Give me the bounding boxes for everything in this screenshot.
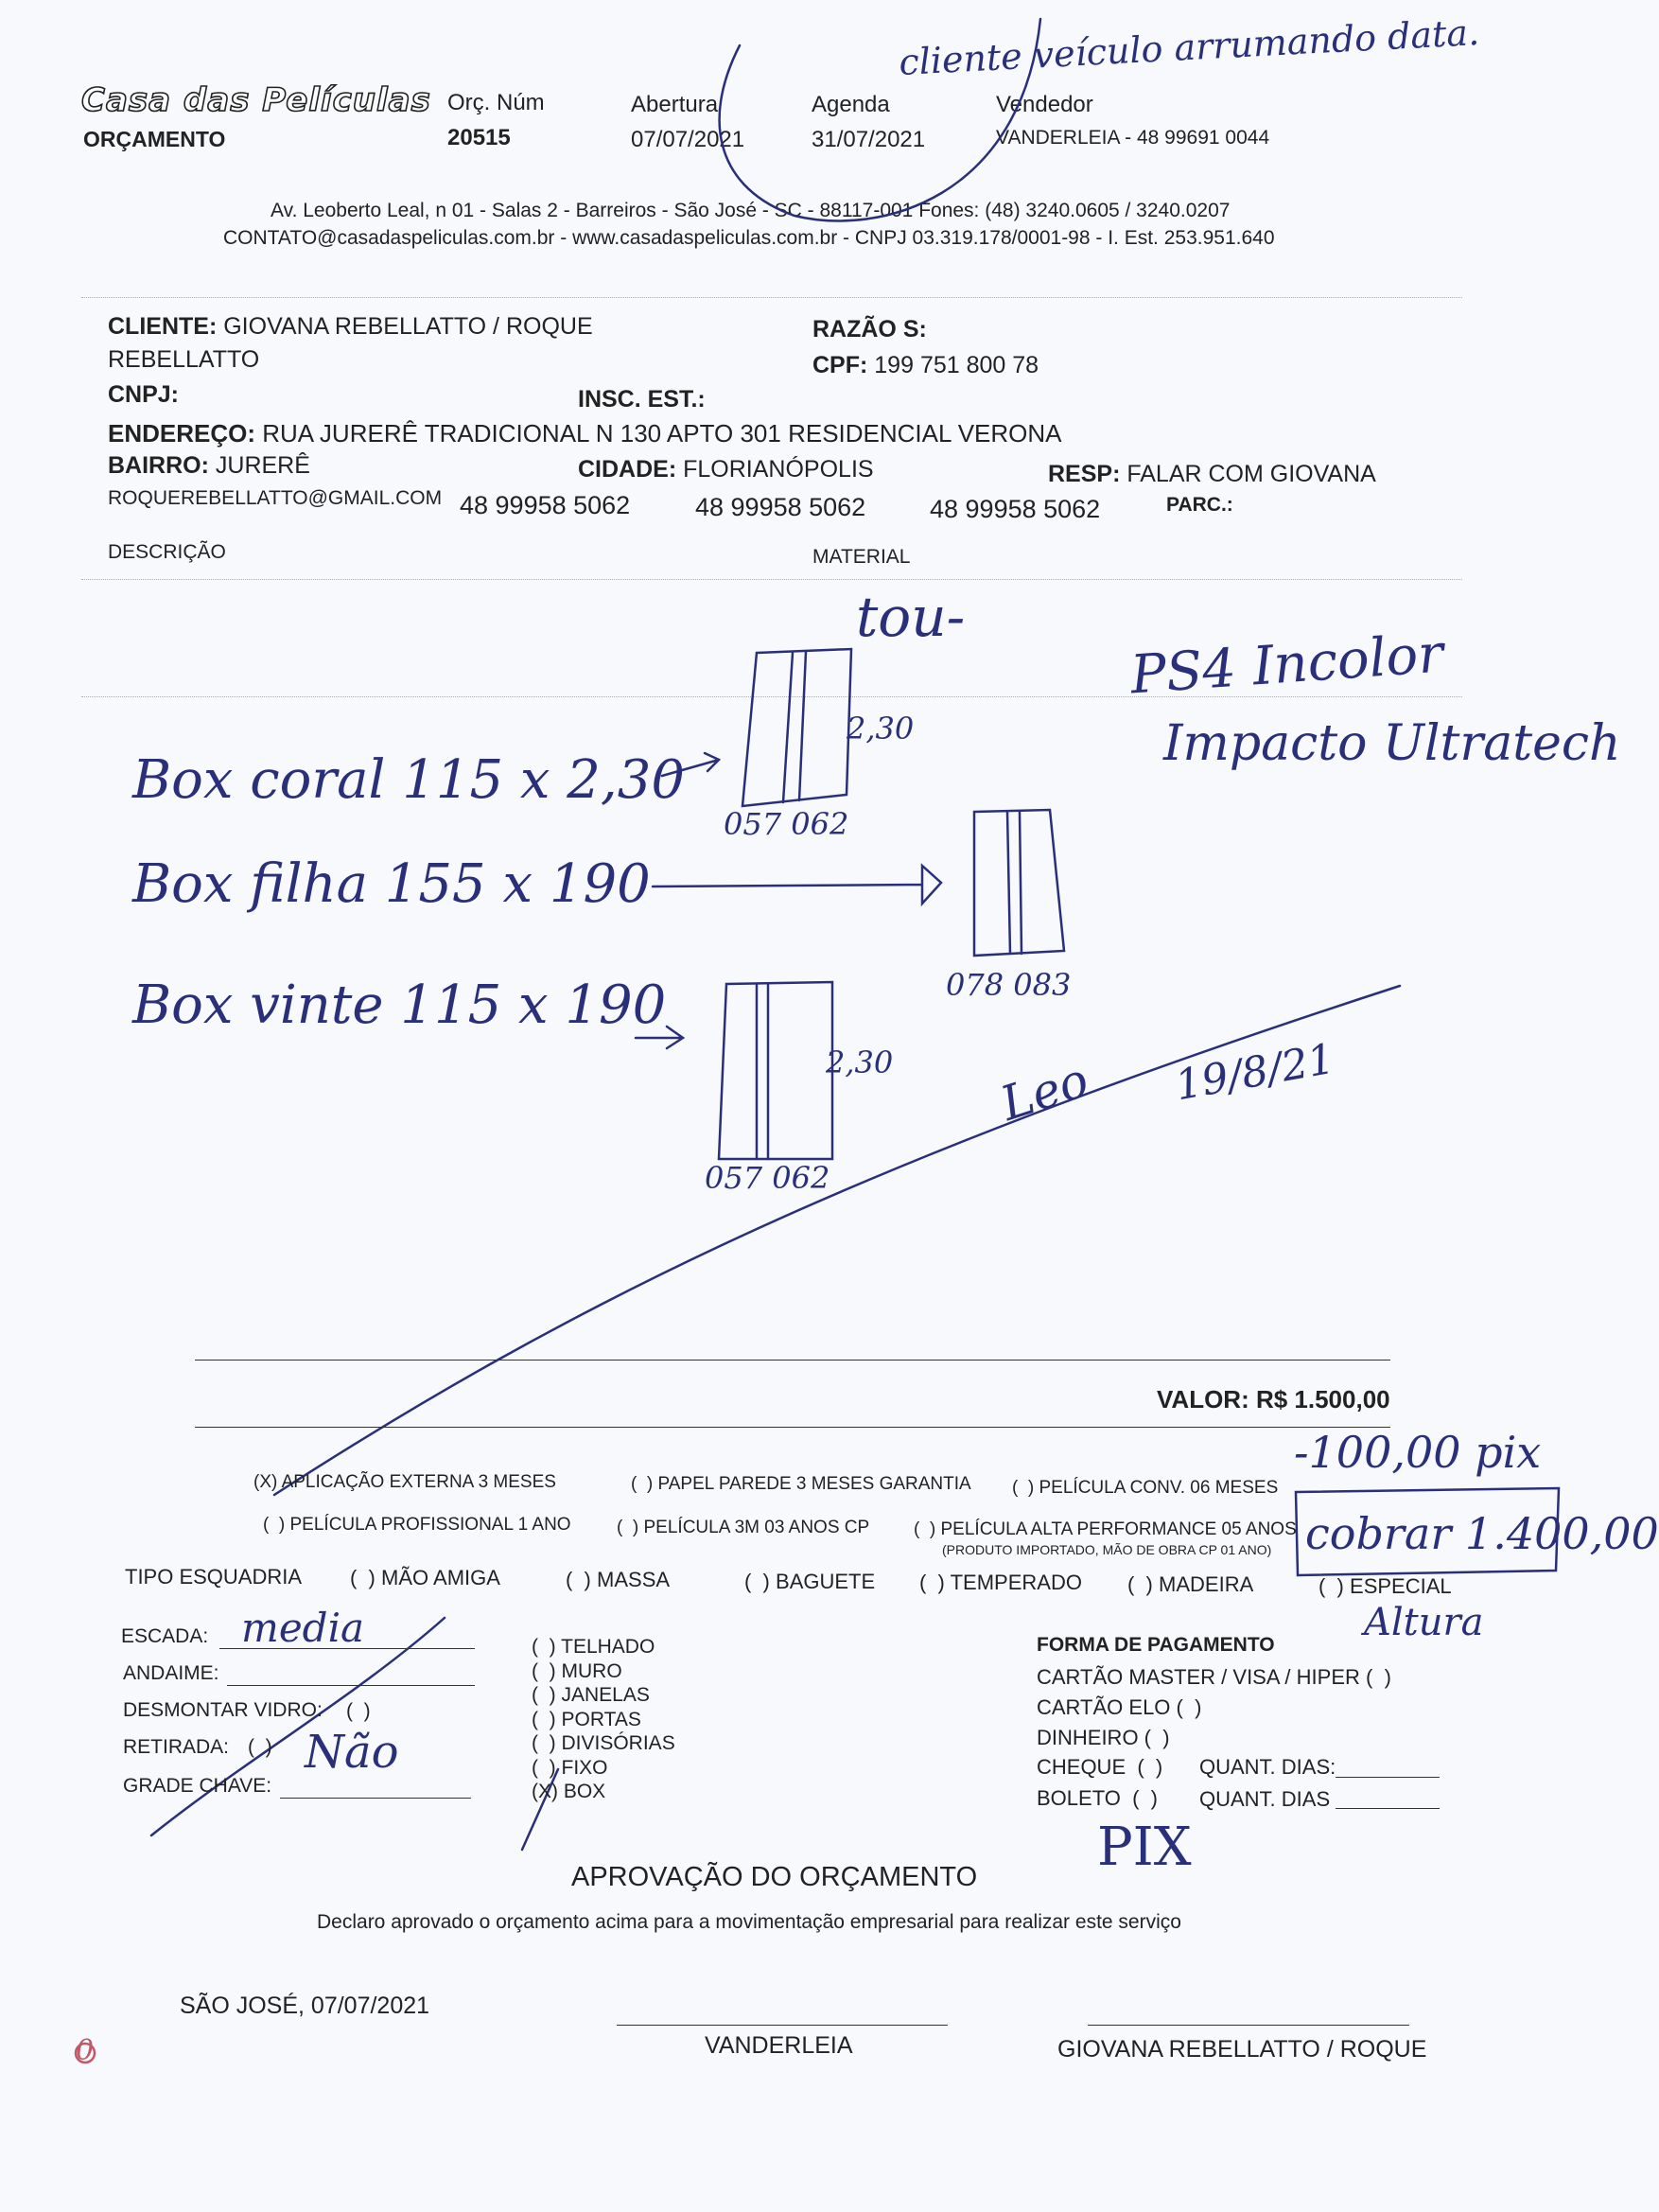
option-label: BOX (563, 1781, 606, 1802)
cpf-value: 199 751 800 78 (874, 352, 1039, 378)
esquadria-especial[interactable] (1318, 1574, 1452, 1599)
handwritten-tou: tou- (856, 585, 966, 649)
option-papel-parede[interactable] (631, 1474, 971, 1495)
handwritten-code-1: 057 062 (724, 806, 849, 842)
payment-boleto[interactable]: BOLETO ( ) (1037, 1786, 1158, 1810)
vendedor-label: Vendedor (996, 92, 1093, 117)
option-label: DINHEIRO (1037, 1726, 1139, 1749)
cliente-name: GIOVANA REBELLATTO / ROQUE (223, 313, 593, 340)
cidade-label: CIDADE: (578, 456, 677, 483)
phone-1: 48 99958 5062 (460, 491, 631, 519)
phone-2: 48 99958 5062 (695, 493, 866, 521)
checkbox[interactable]: ( ) (914, 1519, 936, 1539)
desmontar-checkbox[interactable]: ( ) (346, 1700, 371, 1722)
bairro-label: BAIRRO: (108, 452, 209, 479)
option-label: TEMPERADO (950, 1571, 1082, 1594)
cidade-value: FLORIANÓPOLIS (683, 456, 874, 483)
handwritten-dim-3: 2,30 (826, 1045, 894, 1080)
agenda-label: Agenda (812, 92, 890, 117)
cliente-name-2: REBELLATTO (108, 346, 260, 373)
checkbox[interactable]: ( ) (631, 1474, 654, 1494)
surface-list (532, 1635, 675, 1804)
checkbox[interactable]: ( ) (263, 1515, 286, 1535)
surface-telhado[interactable]: ( ) TELHADO (532, 1636, 655, 1658)
esquadria-baguete[interactable] (744, 1570, 875, 1594)
handwritten-retirada: Não (305, 1726, 399, 1779)
quant-dias-line (1336, 1777, 1440, 1778)
payment-dinheiro[interactable]: DINHEIRO ( ) (1037, 1726, 1170, 1749)
material-label: MATERIAL (812, 546, 911, 568)
handwritten-payment-note: PIX (1097, 1817, 1192, 1878)
handwritten-altura: Altura (1364, 1601, 1484, 1644)
cnpj-label: CNPJ: (108, 381, 180, 408)
option-label: PAPEL PAREDE 3 MESES GARANTIA (657, 1474, 971, 1494)
arrow-2 (653, 866, 941, 904)
option-label: PELÍCULA ALTA PERFORMANCE 05 ANOS (940, 1519, 1297, 1539)
approval-title: APROVAÇÃO DO ORÇAMENTO (571, 1862, 978, 1892)
signature-name-right: GIOVANA REBELLATTO / ROQUE (1057, 2036, 1427, 2063)
descricao-label: DESCRIÇÃO (108, 541, 226, 563)
esquadria-madeira[interactable] (1127, 1572, 1253, 1597)
company-logo: Casa das Películas (81, 81, 431, 119)
signature-line-right (1088, 2025, 1409, 2026)
handwritten-escada: media (241, 1605, 365, 1651)
andaime-label: ANDAIME: (123, 1662, 219, 1684)
surface-divisorias[interactable]: ( ) DIVISÓRIAS (532, 1732, 675, 1754)
address-line: Av. Leoberto Leal, n 01 - Salas 2 - Barreiros - São José - SC - 88117-001 Fones: (48) 3240.0605 / 3240.0207 (271, 200, 1231, 221)
endereco-label: ENDEREÇO: (108, 419, 256, 448)
option-pelicula-profissional[interactable] (263, 1515, 571, 1536)
option-label: CARTÃO MASTER / VISA / HIPER (1037, 1665, 1360, 1689)
esquadria-temperado[interactable] (919, 1571, 1082, 1595)
rule-line (195, 1427, 1390, 1428)
grade-chave-line (280, 1798, 471, 1799)
orc-num-label: Orç. Núm (447, 90, 545, 115)
option-label: PELÍCULA CONV. 06 MESES (1039, 1478, 1279, 1498)
payment-cheque[interactable]: CHEQUE ( ) (1037, 1755, 1163, 1779)
option-label: TELHADO (561, 1636, 655, 1658)
razao-label: RAZÃO S: (812, 316, 927, 342)
agenda-date: 31/07/2021 (812, 127, 926, 152)
option-label: MÃO AMIGA (381, 1566, 500, 1589)
checkbox[interactable]: ( ) (617, 1518, 639, 1537)
phone-3: 48 99958 5062 (930, 495, 1101, 523)
payment-cards[interactable]: CARTÃO MASTER / VISA / HIPER ( ) (1037, 1665, 1391, 1689)
option-label: PELÍCULA 3M 03 ANOS CP (643, 1518, 870, 1537)
ink-circle (720, 19, 1040, 220)
cpf-label: CPF: (812, 352, 868, 378)
option-label: PORTAS (561, 1708, 641, 1730)
door-sketch-1-lines (783, 652, 806, 802)
vendedor: VANDERLEIA - 48 99691 0044 (996, 127, 1270, 149)
option-pelicula-conv[interactable] (1012, 1478, 1278, 1499)
option-label: FIXO (561, 1756, 608, 1779)
option-label: BAGUETE (776, 1570, 876, 1593)
handwritten-signature-date: 19/8/21 (1171, 1034, 1338, 1111)
handwritten-ps4: PS4 Incolor (1128, 623, 1446, 707)
desmontar-label: DESMONTAR VIDRO: (123, 1699, 323, 1721)
email: ROQUEREBELLATTO@GMAIL.COM (108, 487, 443, 509)
rule-line (195, 1360, 1390, 1361)
option-label: CARTÃO ELO (1037, 1695, 1171, 1719)
checkbox[interactable]: ( ) (1127, 1572, 1153, 1596)
retirada-checkbox[interactable]: ( ) (248, 1736, 272, 1758)
door-sketch-3-lines (757, 984, 768, 1159)
surface-janelas[interactable]: ( ) JANELAS (532, 1684, 650, 1706)
option-label: ESPECIAL (1350, 1574, 1452, 1598)
option-label: MADEIRA (1159, 1572, 1254, 1596)
handwritten-dim-1: 2,30 (847, 711, 915, 746)
door-sketch-3 (719, 982, 832, 1159)
surface-fixo[interactable]: ( ) FIXO (532, 1756, 608, 1779)
retirada-label: RETIRADA: (123, 1736, 230, 1758)
option-label: APLICAÇÃO EXTERNA 3 MESES (281, 1472, 556, 1492)
quant-dias-label-2: QUANT. DIAS (1199, 1787, 1331, 1811)
option-pelicula-3m[interactable] (617, 1518, 869, 1538)
option-label: CHEQUE (1037, 1755, 1126, 1779)
esquadria-massa[interactable] (566, 1568, 670, 1592)
resp-label: RESP: (1048, 461, 1121, 487)
parc-label: PARC.: (1166, 494, 1233, 516)
orc-num: 20515 (447, 125, 511, 150)
resp-value: FALAR COM GIOVANA (1126, 461, 1376, 487)
handwritten-discount: -100,00 pix (1294, 1427, 1542, 1478)
escada-label: ESCADA: (121, 1625, 209, 1647)
option-aplicacao-externa[interactable] (253, 1472, 556, 1493)
option-label: MASSA (597, 1568, 671, 1591)
arrow-1 (662, 753, 719, 776)
handwritten-total: cobrar 1.400,00 (1305, 1508, 1659, 1559)
option-note: (PRODUTO IMPORTADO, MÃO DE OBRA CP 01 ANO) (942, 1542, 1272, 1557)
andaime-line (227, 1685, 475, 1686)
door-sketch-2-lines (1007, 812, 1022, 954)
bairro-value: JURERÊ (215, 452, 310, 479)
arrow-3 (636, 1027, 683, 1048)
payment-elo[interactable]: CARTÃO ELO ( ) (1037, 1695, 1202, 1719)
surface-muro[interactable]: ( ) MURO (532, 1659, 622, 1682)
handwritten-item-2: Box filha 155 x 190 (132, 853, 651, 915)
option-label: PELÍCULA PROFISSIONAL 1 ANO (289, 1515, 571, 1535)
option-pelicula-alta-performance[interactable] (914, 1519, 1297, 1540)
option-label: MURO (561, 1659, 622, 1682)
doc-type: ORÇAMENTO (83, 127, 226, 151)
handwritten-corner-mark: 0 (76, 2034, 95, 2067)
insc-label: INSC. EST.: (578, 386, 706, 413)
checkbox[interactable]: ( ) (919, 1571, 945, 1594)
payment-title: FORMA DE PAGAMENTO (1037, 1634, 1275, 1656)
checkbox[interactable]: ( ) (1012, 1478, 1035, 1498)
valor-total: VALOR: R$ 1.500,00 (1157, 1385, 1390, 1413)
door-sketch-1 (742, 649, 851, 806)
approval-declaration: Declaro aprovado o orçamento acima para a movimentação empresarial para realizar este serviço (317, 1911, 1181, 1933)
handwritten-top-note: cliente veículo arrumando data. (898, 10, 1480, 84)
signature-line-left (617, 2025, 948, 2026)
option-label: JANELAS (561, 1684, 650, 1706)
checkbox-checked[interactable]: (X) (253, 1472, 278, 1492)
grade-chave-label: GRADE CHAVE: (123, 1775, 272, 1797)
esquadria-label: TIPO ESQUADRIA (125, 1565, 303, 1589)
handwritten-signature-name: Leo (994, 1052, 1095, 1132)
option-label: BOLETO (1037, 1786, 1121, 1810)
checkbox[interactable]: ( ) (350, 1566, 375, 1589)
checkbox[interactable]: ( ) (566, 1568, 591, 1591)
contact-line: CONTATO@casadaspeliculas.com.br - www.casadaspeliculas.com.br - CNPJ 03.319.178/0001-98 - I. Est. 253.951.640 (223, 227, 1275, 249)
quant-dias-line-2 (1336, 1808, 1440, 1809)
checkbox[interactable]: ( ) (1318, 1574, 1344, 1598)
handwritten-item-3: Box vinte 115 x 190 (132, 974, 667, 1036)
cliente-label: CLIENTE: (108, 313, 218, 340)
esquadria-mao-amiga[interactable] (350, 1566, 500, 1590)
endereco-value: RUA JURERÊ TRADICIONAL N 130 APTO 301 RESIDENCIAL VERONA (262, 419, 1062, 448)
quant-dias-label: QUANT. DIAS: (1199, 1755, 1336, 1779)
abertura-date: 07/07/2021 (631, 127, 745, 152)
abertura-label: Abertura (631, 92, 719, 117)
handwritten-code-3: 057 062 (705, 1160, 830, 1196)
approval-place-date: SÃO JOSÉ, 07/07/2021 (180, 1993, 430, 2019)
cancel-diagonal-line (274, 986, 1400, 1495)
handwritten-impacto: Impacto Ultratech (1163, 715, 1621, 772)
handwritten-code-2: 078 083 (946, 967, 1072, 1003)
option-label: DIVISÓRIAS (561, 1732, 675, 1754)
surface-box[interactable]: (X) BOX (532, 1781, 606, 1802)
checkbox[interactable]: ( ) (744, 1570, 770, 1593)
handwritten-item-1: Box coral 115 x 2,30 (132, 749, 685, 811)
surface-portas[interactable]: ( ) PORTAS (532, 1708, 641, 1730)
signature-name-left: VANDERLEIA (705, 2032, 853, 2059)
